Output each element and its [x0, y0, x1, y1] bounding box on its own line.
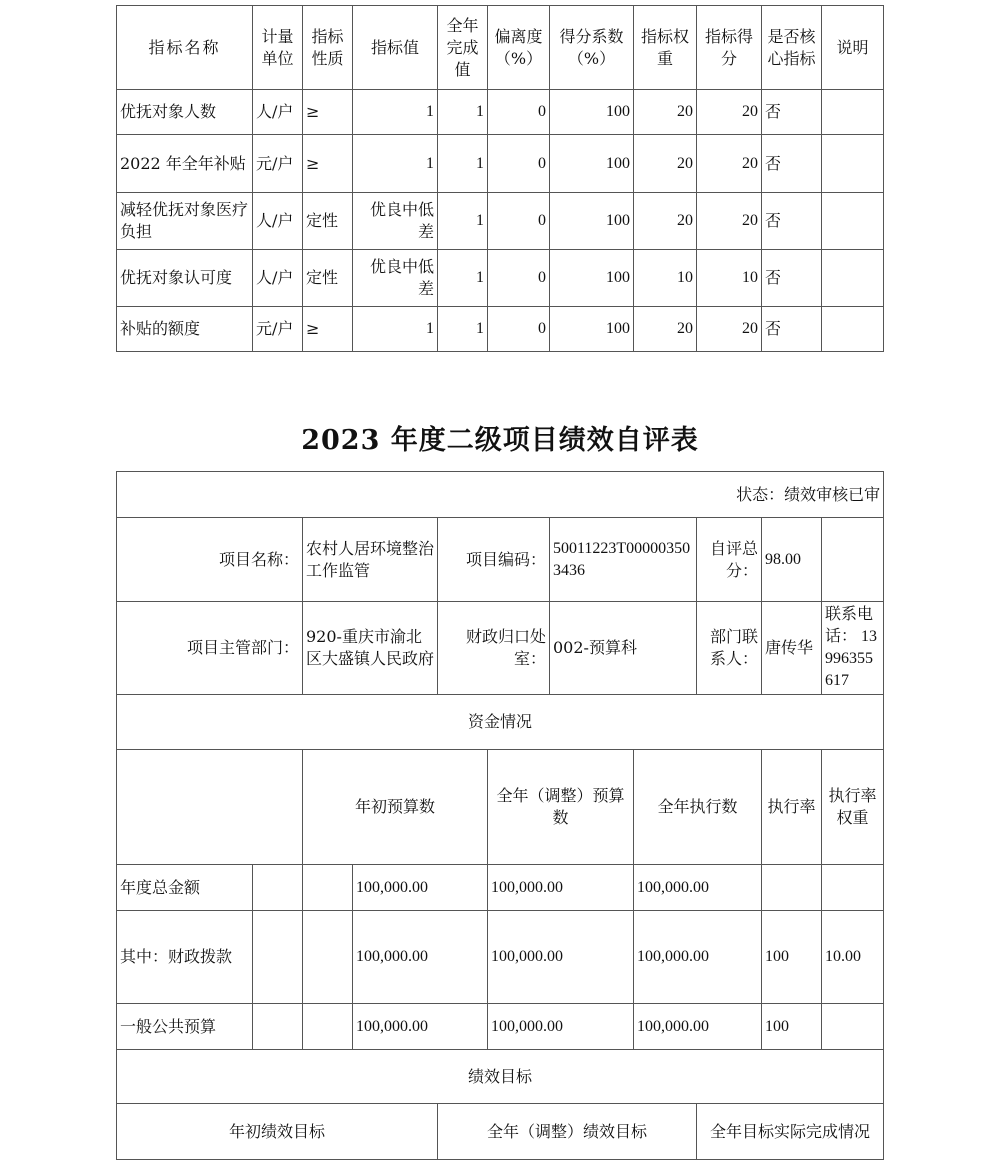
indicator-score: 20: [697, 307, 762, 352]
project-name-value: 农村人居环境整治工作监管: [303, 518, 438, 602]
indicator-name: 补贴的额度: [117, 307, 253, 352]
funds-rate-weight: [822, 1004, 884, 1050]
indicator-nature: ≥: [303, 90, 353, 135]
indicator-name: 2022 年全年补贴: [117, 135, 253, 193]
status-row: [117, 472, 884, 518]
project-code-value: 50011223T000003503436: [550, 518, 697, 602]
table-row: [117, 911, 884, 1004]
funds-header-initial: 年初预算数: [303, 750, 488, 865]
indicator-deviation: 0: [488, 307, 550, 352]
empty-cell: [253, 1004, 303, 1050]
indicator-done: 1: [438, 90, 488, 135]
indicator-unit: 人/户: [253, 250, 303, 307]
indicator-coefficient: 100: [550, 193, 634, 250]
phone-value: 13996355617: [825, 628, 878, 689]
funds-row-label: 其中：财政拨款: [117, 911, 253, 1004]
indicator-nature: 定性: [303, 193, 353, 250]
funds-adjusted: 100,000.00: [488, 865, 634, 911]
indicator-unit: 元/户: [253, 307, 303, 352]
indicator-nature: ≥: [303, 135, 353, 193]
funds-adjusted: 100,000.00: [488, 911, 634, 1004]
header-value: 指标值: [353, 6, 438, 90]
header-indicator-name: 指标名称: [117, 6, 253, 90]
funds-header-rate: 执行率: [762, 750, 822, 865]
table-row: [117, 193, 884, 250]
project-name-label: 项目名称：: [117, 518, 303, 602]
funds-initial: 100,000.00: [353, 865, 488, 911]
indicator-nature: 定性: [303, 250, 353, 307]
table-row: [117, 865, 884, 911]
indicator-value: 优良中低差: [353, 193, 438, 250]
indicator-core: 否: [762, 193, 822, 250]
indicator-name: 优抚对象人数: [117, 90, 253, 135]
indicator-weight: 20: [634, 307, 697, 352]
indicator-value: 1: [353, 90, 438, 135]
funds-executed: 100,000.00: [634, 1004, 762, 1050]
indicator-unit: 元/户: [253, 135, 303, 193]
indicator-unit: 人/户: [253, 193, 303, 250]
indicator-note: [822, 135, 884, 193]
indicator-note: [822, 90, 884, 135]
funds-header-executed: 全年执行数: [634, 750, 762, 865]
empty-cell: [822, 518, 884, 602]
indicator-done: 1: [438, 193, 488, 250]
indicator-header-row: [117, 6, 884, 90]
indicator-deviation: 0: [488, 90, 550, 135]
indicator-weight: 20: [634, 90, 697, 135]
funds-initial: 100,000.00: [353, 911, 488, 1004]
funds-rate-weight: 10.00: [822, 911, 884, 1004]
goals-header-actual: 全年目标实际完成情况: [697, 1104, 884, 1160]
indicator-deviation: 0: [488, 135, 550, 193]
funds-initial: 100,000.00: [353, 1004, 488, 1050]
indicator-value: 1: [353, 307, 438, 352]
indicator-coefficient: 100: [550, 135, 634, 193]
indicator-coefficient: 100: [550, 250, 634, 307]
empty-cell: [303, 1004, 353, 1050]
indicator-note: [822, 193, 884, 250]
funds-row-label: 年度总金额: [117, 865, 253, 911]
project-info-row: [117, 518, 884, 602]
indicator-coefficient: 100: [550, 90, 634, 135]
table-row: [117, 307, 884, 352]
phone-cell: [822, 602, 884, 695]
table-row: [117, 250, 884, 307]
indicator-score: 20: [697, 90, 762, 135]
indicator-core: 否: [762, 307, 822, 352]
indicator-deviation: 0: [488, 193, 550, 250]
goals-header-row: [117, 1104, 884, 1160]
indicator-core: 否: [762, 250, 822, 307]
indicator-nature: ≥: [303, 307, 353, 352]
goals-header-adjusted: 全年（调整）绩效目标: [438, 1104, 697, 1160]
goals-header-initial: 年初绩效目标: [117, 1104, 438, 1160]
contact-value: 唐传华: [762, 602, 822, 695]
table-row: [117, 135, 884, 193]
contact-label: 部门联系人：: [697, 602, 762, 695]
funds-header-adjusted: 全年（调整）预算数: [488, 750, 634, 865]
indicator-coefficient: 100: [550, 307, 634, 352]
empty-cell: [253, 911, 303, 1004]
indicator-score: 10: [697, 250, 762, 307]
finance-value: 002-预算科: [550, 602, 697, 695]
funds-section-title: 资金情况: [117, 695, 884, 750]
empty-cell: [303, 865, 353, 911]
indicator-note: [822, 250, 884, 307]
indicator-name: 优抚对象认可度: [117, 250, 253, 307]
indicator-done: 1: [438, 250, 488, 307]
header-weight: 指标权重: [634, 6, 697, 90]
funds-executed: 100,000.00: [634, 865, 762, 911]
indicator-name: 减轻优抚对象医疗负担: [117, 193, 253, 250]
indicator-done: 1: [438, 135, 488, 193]
empty-cell: [253, 865, 303, 911]
funds-rate: [762, 865, 822, 911]
funds-header-rate-weight: 执行率权重: [822, 750, 884, 865]
funds-section-row: [117, 695, 884, 750]
project-code-label: 项目编码：: [438, 518, 550, 602]
dept-value: 920-重庆市渝北区大盛镇人民政府: [303, 602, 438, 695]
self-evaluation-table: [116, 471, 884, 1160]
indicator-deviation: 0: [488, 250, 550, 307]
funds-header-row: [117, 750, 884, 865]
indicator-core: 否: [762, 135, 822, 193]
indicator-done: 1: [438, 307, 488, 352]
table-row: [117, 90, 884, 135]
header-note: 说明: [822, 6, 884, 90]
self-score-label: 自评总分：: [697, 518, 762, 602]
page-title: 2023 年度二级项目绩效自评表: [301, 425, 699, 456]
indicator-unit: 人/户: [253, 90, 303, 135]
header-unit: 计量单位: [253, 6, 303, 90]
funds-executed: 100,000.00: [634, 911, 762, 1004]
self-score-value: 98.00: [762, 518, 822, 602]
funds-rate-weight: [822, 865, 884, 911]
phone-label: 联系电话：: [825, 606, 874, 645]
finance-label: 财政归口处室：: [438, 602, 550, 695]
project-dept-row: [117, 602, 884, 695]
header-score: 指标得分: [697, 6, 762, 90]
header-core: 是否核心指标: [762, 6, 822, 90]
indicator-weight: 20: [634, 135, 697, 193]
empty-cell: [303, 911, 353, 1004]
header-done: 全年完成值: [438, 6, 488, 90]
header-deviation: 偏离度（%）: [488, 6, 550, 90]
indicator-value: 优良中低差: [353, 250, 438, 307]
goals-section-title: 绩效目标: [117, 1050, 884, 1104]
empty-cell: [117, 750, 303, 865]
indicator-core: 否: [762, 90, 822, 135]
indicator-table: [116, 5, 884, 352]
indicator-weight: 20: [634, 193, 697, 250]
header-coefficient: 得分系数（%）: [550, 6, 634, 90]
indicator-score: 20: [697, 193, 762, 250]
goals-section-row: [117, 1050, 884, 1104]
funds-adjusted: 100,000.00: [488, 1004, 634, 1050]
funds-rate: 100: [762, 1004, 822, 1050]
table-row: [117, 1004, 884, 1050]
indicator-weight: 10: [634, 250, 697, 307]
indicator-score: 20: [697, 135, 762, 193]
funds-rate: 100: [762, 911, 822, 1004]
status-badge: 状态：绩效审核已审: [117, 472, 884, 518]
funds-row-label: 一般公共预算: [117, 1004, 253, 1050]
header-nature: 指标性质: [303, 6, 353, 90]
dept-label: 项目主管部门：: [117, 602, 303, 695]
indicator-note: [822, 307, 884, 352]
indicator-value: 1: [353, 135, 438, 193]
